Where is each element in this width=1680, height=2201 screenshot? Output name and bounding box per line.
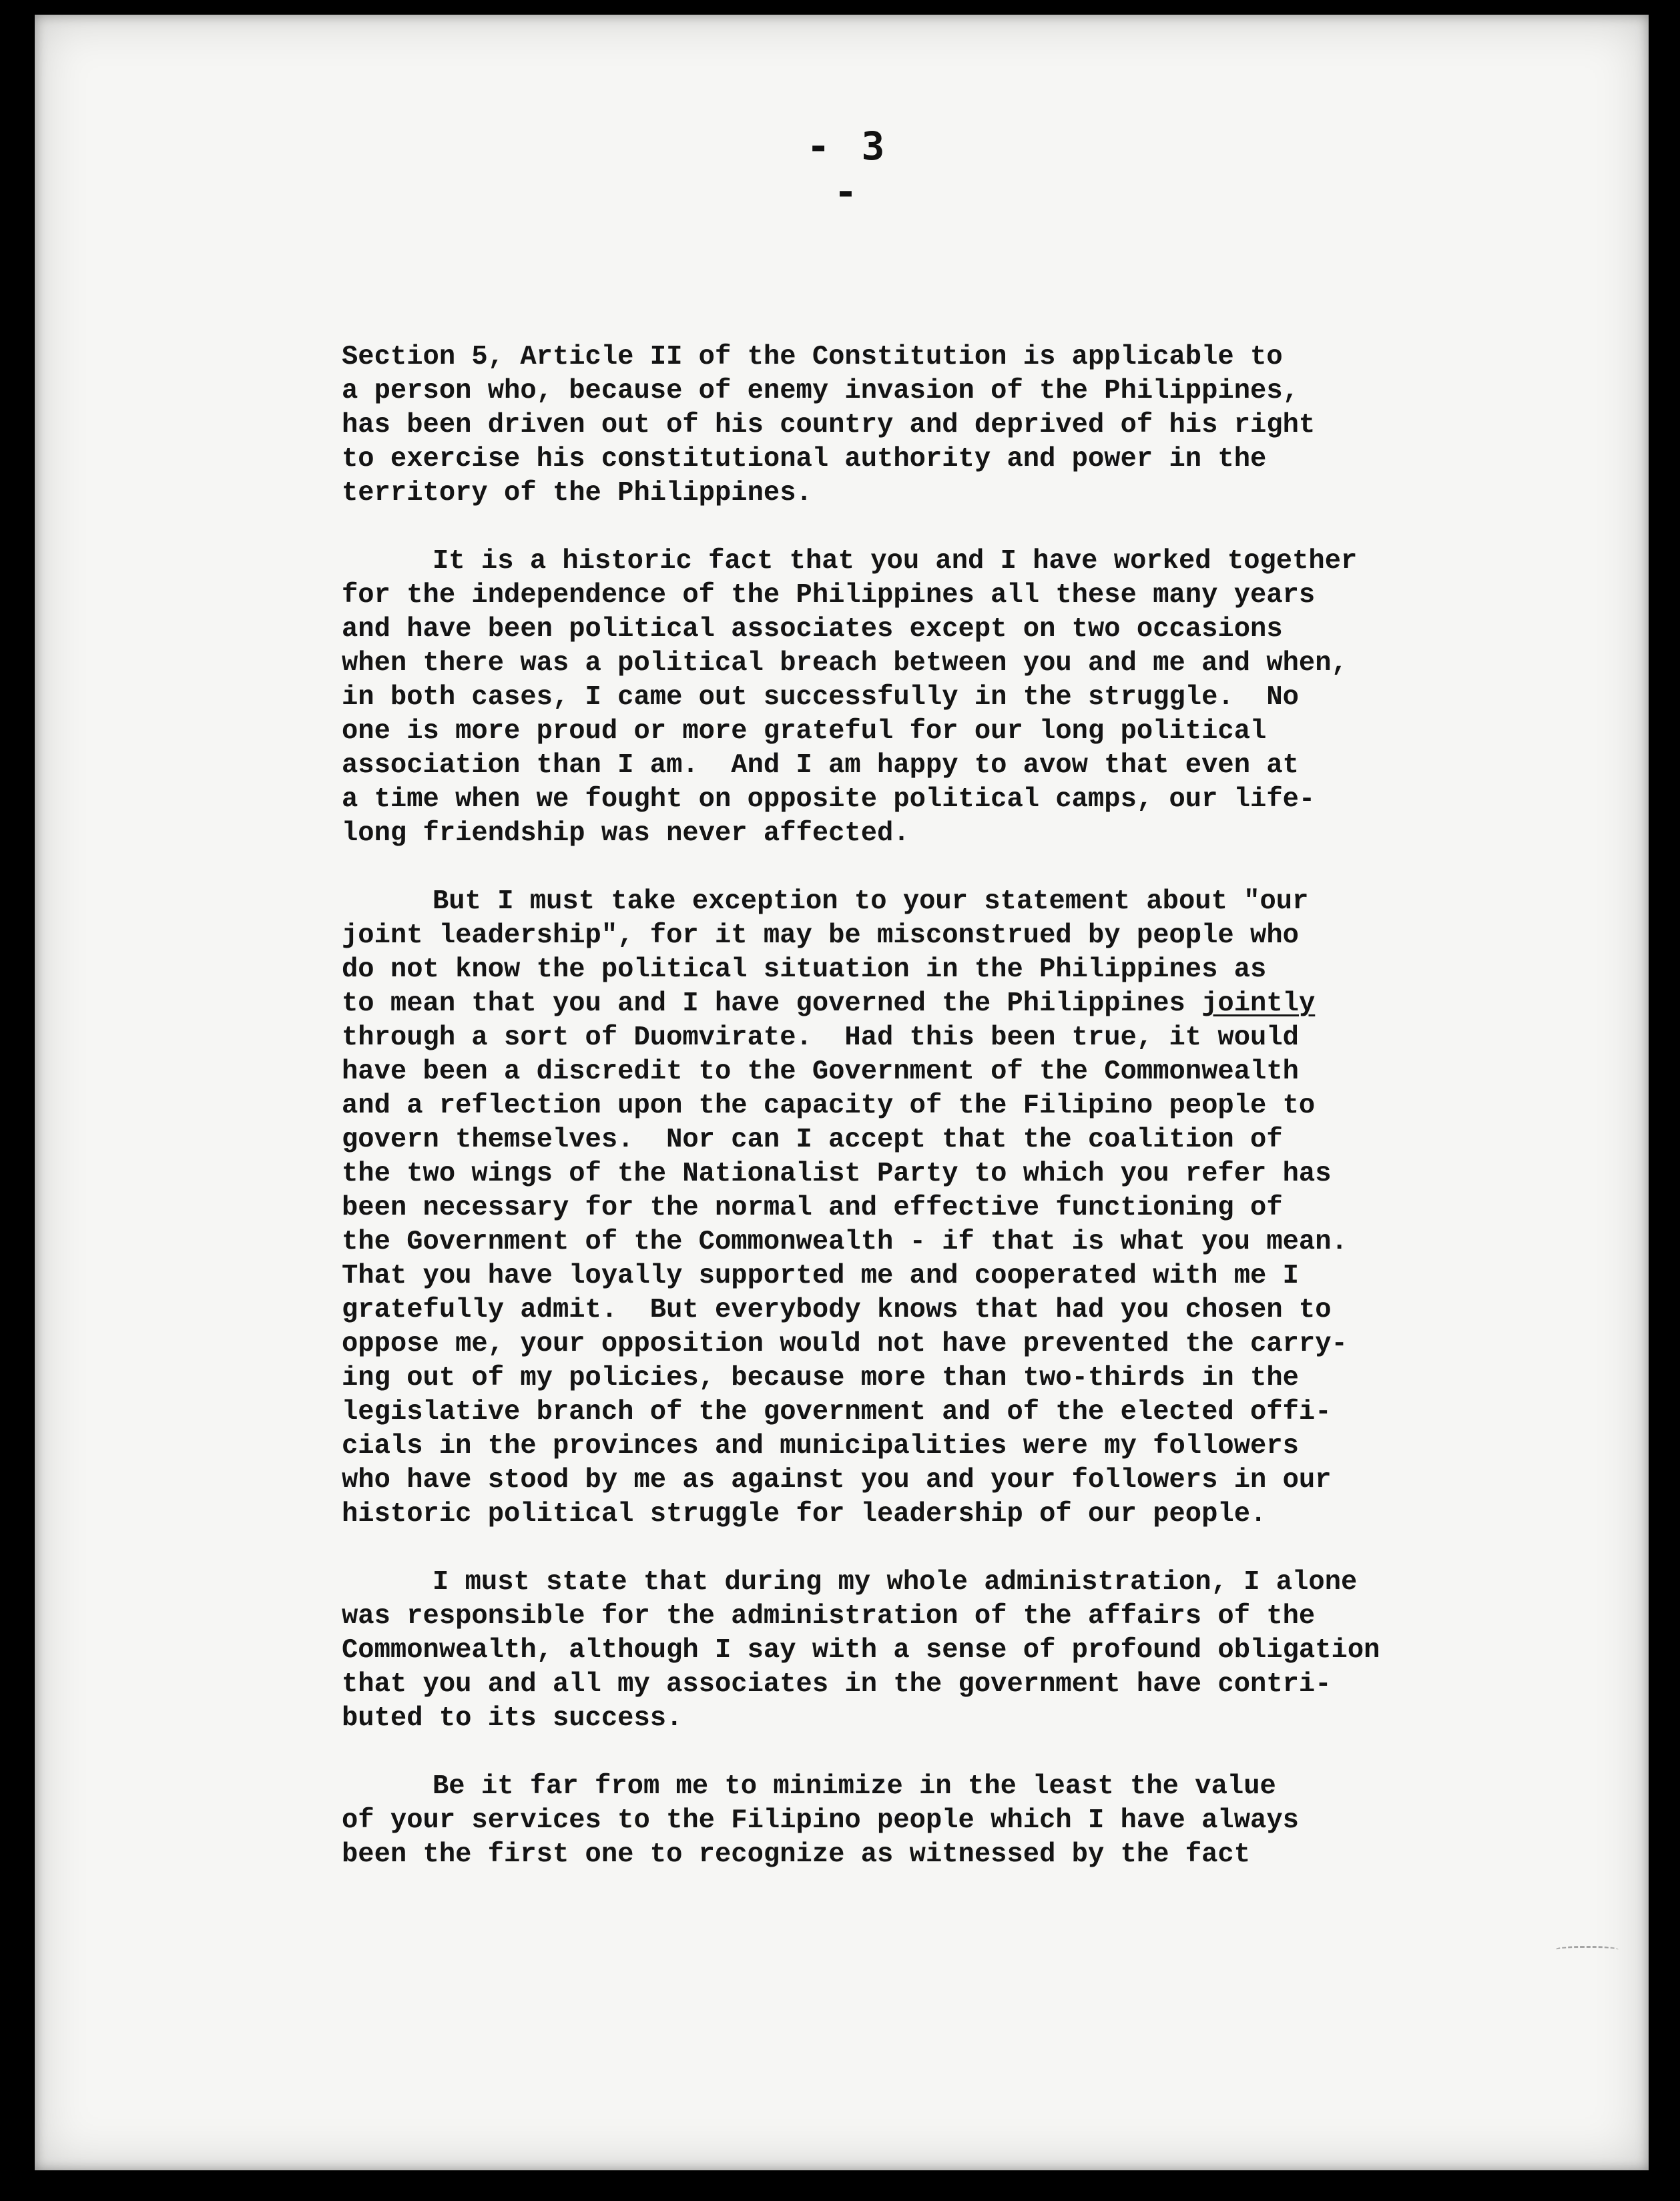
- text-line: association than I am. And I am happy to avow that even at: [342, 750, 1299, 781]
- text-line: oppose me, your opposition would not have prevented the carry-: [342, 1329, 1348, 1359]
- letter-body: [342, 340, 1476, 1906]
- text-line: the Government of the Commonwealth - if that is what you mean.: [342, 1227, 1348, 1257]
- paragraph-administration: [342, 1566, 1476, 1736]
- text-line: ing out of my policies, because more than two-thirds in the: [342, 1363, 1299, 1393]
- text-line: in both cases, I came out successfully in the struggle. No: [342, 682, 1299, 713]
- text-line: been the first one to recognize as witnessed by the fact: [342, 1839, 1251, 1870]
- text-line: for the independence of the Philippines all these many years: [342, 580, 1316, 611]
- text-line: long friendship was never affected.: [342, 818, 910, 849]
- text-line: through a sort of Duomvirate. Had this been true, it would: [342, 1022, 1299, 1053]
- underlined-word: jointly: [1201, 988, 1316, 1019]
- text-line: It is a historic fact that you and I have worked together: [433, 546, 1358, 577]
- text-line: that you and all my associates in the government have contri-: [342, 1669, 1332, 1700]
- text-line: and a reflection upon the capacity of the Filipino people to: [342, 1090, 1316, 1121]
- paragraph-constitution: [342, 340, 1476, 511]
- paragraph-historic-fact: [342, 545, 1476, 851]
- text-line: buted to its success.: [342, 1703, 683, 1734]
- text-line: of your services to the Filipino people which I have always: [342, 1805, 1299, 1836]
- text-line: But I must take exception to your statement about "our: [433, 886, 1309, 917]
- text-line: a time when we fought on opposite political camps, our life-: [342, 784, 1316, 815]
- text-line: the two wings of the Nationalist Party to which you refer has: [342, 1159, 1332, 1189]
- text-line: territory of the Philippines.: [342, 478, 812, 509]
- text-line: joint leadership", for it may be misconstrued by people who: [342, 920, 1299, 951]
- text-line: Be it far from me to minimize in the least the value: [433, 1771, 1276, 1802]
- text-line: cials in the provinces and municipalities were my followers: [342, 1431, 1299, 1462]
- text-line: when there was a political breach between you and me and when,: [342, 648, 1348, 679]
- text-line: legislative branch of the government and of the elected offi-: [342, 1397, 1332, 1428]
- text-line: to exercise his constitutional authority and power in the: [342, 444, 1267, 475]
- paragraph-joint-leadership: [342, 885, 1476, 1532]
- text-line: and have been political associates except on two occasions: [342, 614, 1283, 645]
- text-line: has been driven out of his country and deprived of his right: [342, 410, 1316, 440]
- text-line: govern themselves. Nor can I accept that the coalition of: [342, 1125, 1283, 1155]
- text-line: do not know the political situation in the Philippines as: [342, 954, 1267, 985]
- text-line: have been a discredit to the Government of the Commonwealth: [342, 1056, 1299, 1087]
- text-line: Section 5, Article II of the Constitution is applicable to: [342, 342, 1283, 372]
- text-line: I must state that during my whole administration, I alone: [433, 1567, 1358, 1598]
- pen-mark: [1555, 1946, 1619, 1955]
- text-line-underlined: to mean that you and I have governed the Philippines jointly: [342, 988, 1316, 1019]
- text-line: Commonwealth, although I say with a sense of profound obligation: [342, 1635, 1380, 1666]
- text-line: historic political struggle for leadership of our people.: [342, 1499, 1267, 1530]
- text-line: been necessary for the normal and effective functioning of: [342, 1193, 1283, 1223]
- text-line: one is more proud or more grateful for our long political: [342, 716, 1267, 747]
- text-line: That you have loyally supported me and cooperated with me I: [342, 1261, 1299, 1291]
- text-line: was responsible for the administration of the affairs of the: [342, 1601, 1316, 1632]
- text-line: who have stood by me as against you and your followers in our: [342, 1465, 1332, 1496]
- page-number: - 3 -: [806, 123, 889, 214]
- text-line: gratefully admit. But everybody knows that had you chosen to: [342, 1295, 1332, 1325]
- text-line: a person who, because of enemy invasion of the Philippines,: [342, 376, 1299, 406]
- paragraph-services: [342, 1770, 1476, 1872]
